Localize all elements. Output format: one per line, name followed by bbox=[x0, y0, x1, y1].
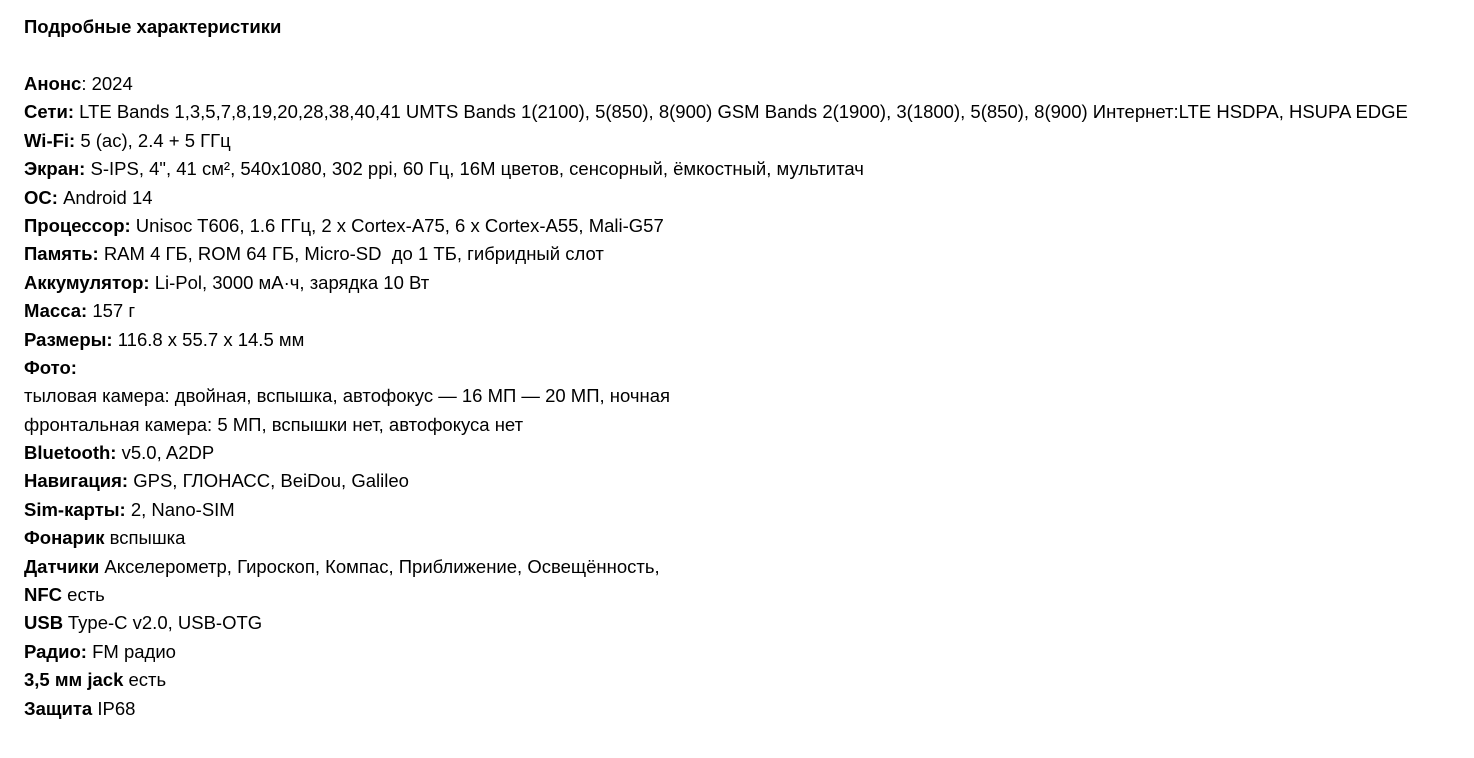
spec-value: Type-C v2.0, USB-OTG bbox=[67, 612, 263, 634]
spec-label: Радио: bbox=[24, 640, 87, 662]
spec-label: Сети: bbox=[24, 101, 74, 123]
spec-label: Масса: bbox=[24, 300, 88, 322]
spec-row-protection bbox=[24, 695, 1474, 723]
spec-row-rear-camera bbox=[24, 382, 1474, 410]
spec-label: Навигация: bbox=[24, 470, 129, 492]
spec-value: Android 14 bbox=[63, 186, 153, 208]
spec-label: Экран: bbox=[24, 158, 86, 180]
spec-value: 5 (ac), 2.4 + 5 ГГц bbox=[80, 129, 231, 151]
spec-separator: : bbox=[81, 73, 92, 94]
spec-row-processor bbox=[24, 212, 1474, 240]
spec-label: Bluetooth: bbox=[24, 442, 117, 464]
spec-label: NFC bbox=[24, 584, 63, 606]
spec-value: тыловая камера: двойная, вспышка, автофокус — 16 МП — 20 МП, ночная bbox=[24, 385, 671, 407]
spec-row-photo bbox=[24, 354, 1474, 382]
spec-row-navigation bbox=[24, 467, 1474, 495]
spec-label: Защита bbox=[24, 697, 93, 719]
spec-label: Аккумулятор: bbox=[24, 271, 150, 293]
spec-row-sensors bbox=[24, 553, 1474, 581]
spec-value: есть bbox=[67, 584, 105, 606]
spec-value: 116.8 x 55.7 x 14.5 мм bbox=[117, 328, 305, 350]
spec-row-weight bbox=[24, 297, 1474, 325]
spec-row-flashlight bbox=[24, 524, 1474, 552]
spec-value: Акселерометр, Гироскоп, Компас, Приближение, Освещённость, bbox=[104, 555, 660, 577]
spec-label: Датчики bbox=[24, 555, 100, 577]
spec-value: FM радио bbox=[92, 640, 176, 662]
spec-row-networks bbox=[24, 98, 1474, 126]
blank-line bbox=[24, 40, 1474, 70]
spec-label: Память: bbox=[24, 243, 99, 265]
spec-value: Unisoc T606, 1.6 ГГц, 2 x Cortex-A75, 6 x Cortex-A55, Mali-G57 bbox=[135, 214, 664, 236]
spec-label: Фонарик bbox=[24, 527, 105, 549]
spec-label: ОС: bbox=[24, 186, 58, 208]
spec-label: Анонс bbox=[24, 73, 82, 94]
spec-value: фронтальная камера: 5 МП, вспышки нет, автофокуса нет bbox=[24, 413, 524, 435]
spec-value: S-IPS, 4", 41 см², 540x1080, 302 ppi, 60 Гц, 16M цветов, сенсорный, ёмкостный, мультитач bbox=[90, 158, 864, 180]
spec-label: Размеры: bbox=[24, 328, 113, 350]
spec-label: Фото: bbox=[24, 356, 77, 378]
spec-row-audio-jack bbox=[24, 666, 1474, 694]
spec-label: Sim-карты: bbox=[24, 498, 126, 520]
spec-row-wifi bbox=[24, 127, 1474, 155]
spec-row-memory bbox=[24, 240, 1474, 268]
spec-row-os bbox=[24, 184, 1474, 212]
spec-row-screen bbox=[24, 155, 1474, 183]
spec-value: есть bbox=[128, 669, 167, 691]
spec-row-radio bbox=[24, 638, 1474, 666]
spec-value: GPS, ГЛОНАСС, BeiDou, Galileo bbox=[133, 470, 409, 492]
spec-row-announce bbox=[24, 70, 1474, 98]
spec-value: RAM 4 ГБ, ROM 64 ГБ, Micro-SD до 1 ТБ, гибридный слот bbox=[103, 243, 604, 265]
spec-value: 2, Nano-SIM bbox=[130, 498, 235, 520]
spec-label: 3,5 мм jack bbox=[24, 669, 124, 691]
spec-value: вспышка bbox=[109, 527, 186, 549]
spec-value: v5.0, A2DP bbox=[121, 442, 215, 464]
spec-value: 157 г bbox=[92, 300, 136, 322]
spec-row-bluetooth bbox=[24, 439, 1474, 467]
spec-value: LTE Bands 1,3,5,7,8,19,20,28,38,40,41 UMTS Bands 1(2100), 5(850), 8(900) GSM Bands 2(1900), 3(1800), 5(850), 8(900) Интернет:LTE HSDPA, HSUPA EDGE bbox=[79, 101, 1408, 123]
spec-label: USB bbox=[24, 612, 64, 634]
spec-row-dimensions bbox=[24, 326, 1474, 354]
spec-value: IP68 bbox=[97, 697, 136, 719]
spec-label: Процессор: bbox=[24, 214, 131, 236]
spec-value: Li-Pol, 3000 мА·ч, зарядка 10 Вт bbox=[154, 271, 430, 293]
spec-value: 2024 bbox=[91, 73, 133, 94]
spec-list bbox=[24, 70, 1474, 723]
spec-row-nfc bbox=[24, 581, 1474, 609]
spec-row-usb bbox=[24, 609, 1474, 637]
spec-row-battery bbox=[24, 269, 1474, 297]
spec-row-front-camera bbox=[24, 411, 1474, 439]
spec-row-sim bbox=[24, 496, 1474, 524]
document-title: Подробные характеристики bbox=[24, 16, 282, 37]
spec-label: Wi-Fi: bbox=[24, 129, 76, 151]
